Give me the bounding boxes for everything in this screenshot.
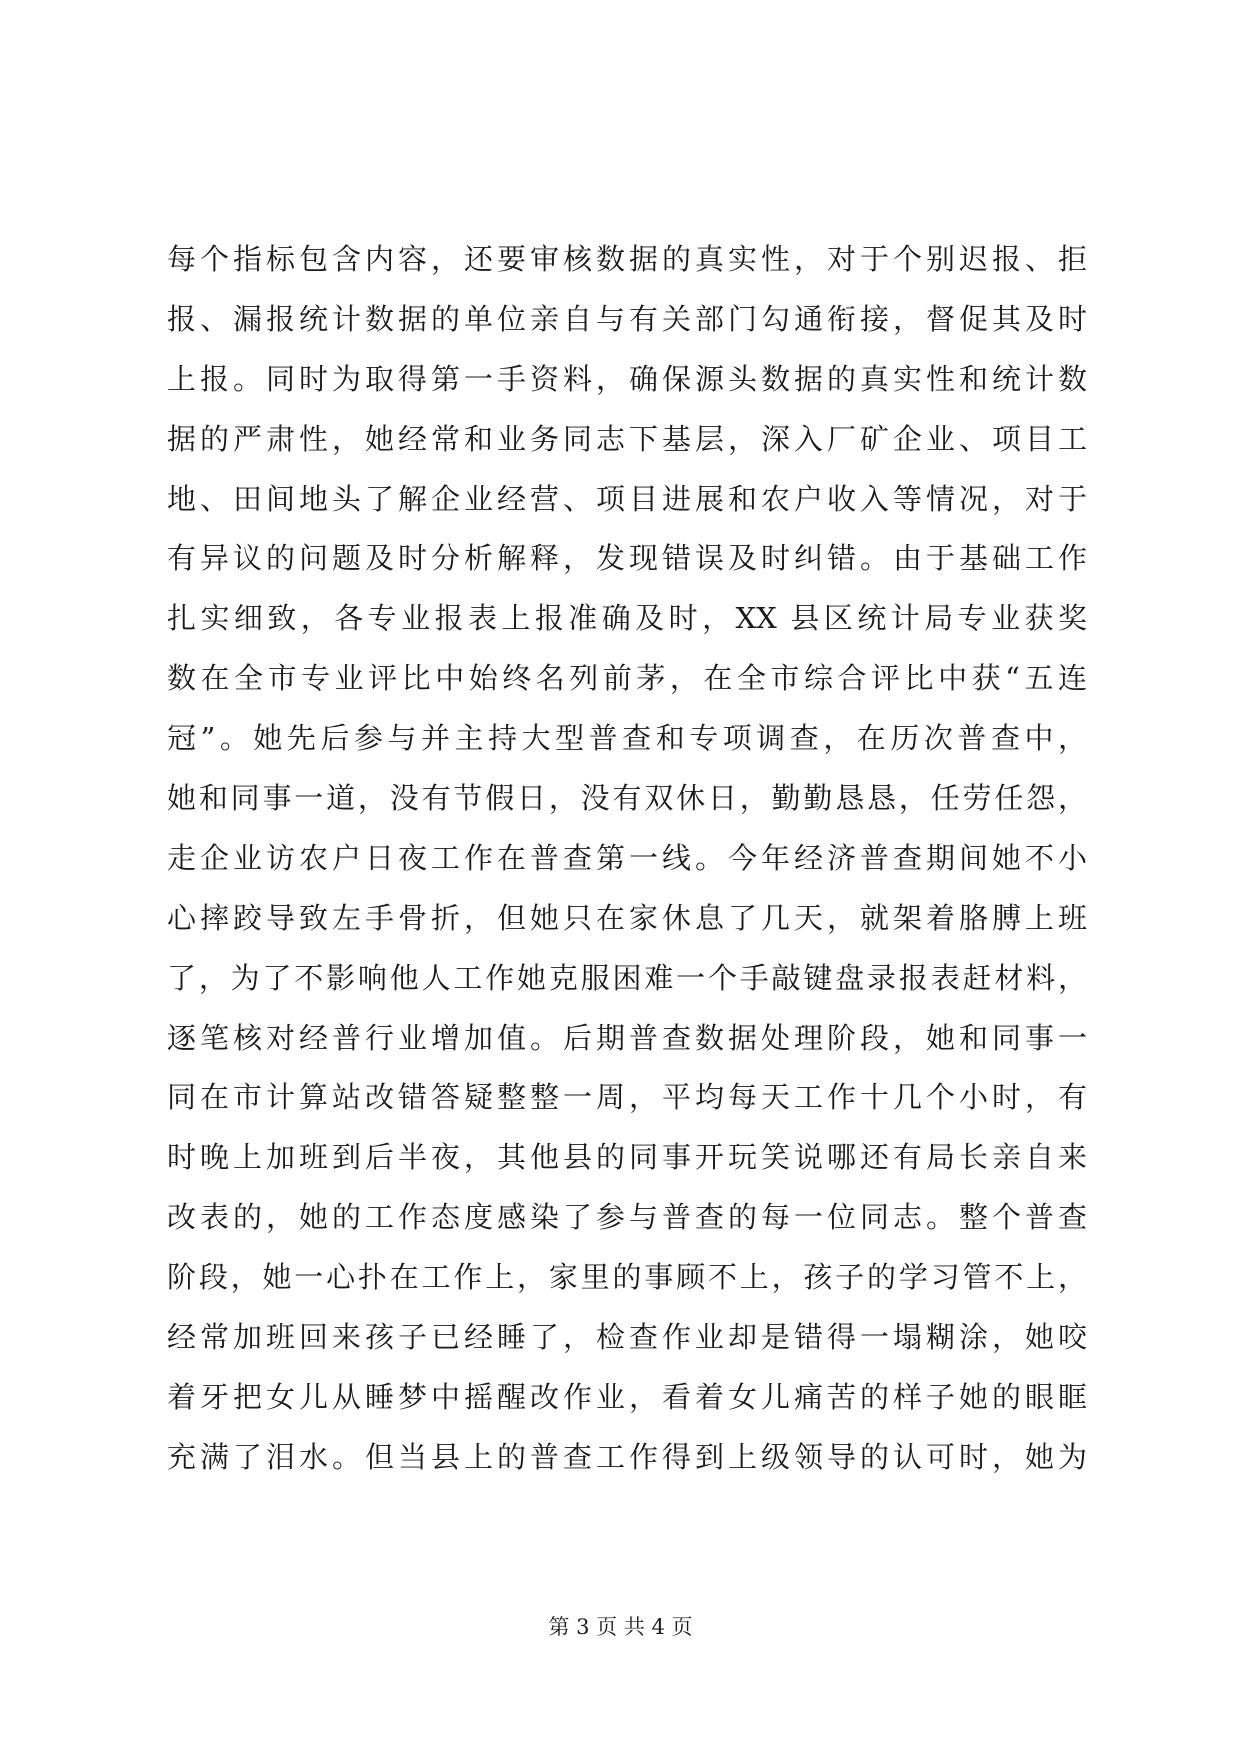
text-line: 报、漏报统计数据的单位亲自与有关部门勾通衔接，督促其及时 xyxy=(167,301,1087,336)
body-text xyxy=(167,230,1087,1488)
text-line: 有异议的问题及时分析解释，发现错误及时纠错。由于基础工作 xyxy=(167,541,1087,576)
text-line: 地、田间地头了解企业经营、项目进展和农户收入等情况，对于 xyxy=(167,481,1087,516)
text-line: 每个指标包含内容，还要审核数据的真实性，对于个别迟报、拒 xyxy=(167,242,1087,276)
text-line: 上报。同时为取得第一手资料，确保源头数据的真实性和统计数 xyxy=(167,361,1087,396)
text-line: 改表的，她的工作态度感染了参与普查的每一位同志。整个普查 xyxy=(167,1200,1087,1235)
text-line: 了，为了不影响他人工作她克服困难一个手敲键盘录报表赶材料， xyxy=(167,960,1087,995)
text-line: 时晚上加班到后半夜，其他县的同事开玩笑说哪还有局长亲自来 xyxy=(167,1140,1087,1175)
text-line: 同在市计算站改错答疑整整一周，平均每天工作十几个小时，有 xyxy=(167,1080,1087,1115)
text-line: 数在全市专业评比中始终名列前茅，在全市综合评比中获“五连 xyxy=(167,661,1087,696)
text-line: 走企业访农户日夜工作在普查第一线。今年经济普查期间她不小 xyxy=(167,840,1087,875)
text-line: 冠”。她先后参与并主持大型普查和专项调查，在历次普查中， xyxy=(167,721,1087,756)
text-line: 逐笔核对经普行业增加值。后期普查数据处理阶段，她和同事一 xyxy=(167,1020,1087,1055)
text-line: 阶段，她一心扑在工作上，家里的事顾不上，孩子的学习管不上， xyxy=(167,1260,1087,1295)
text-line: 着牙把女儿从睡梦中摇醒改作业，看着女儿痛苦的样子她的眼眶 xyxy=(167,1379,1087,1414)
text-line: 心摔跤导致左手骨折，但她只在家休息了几天，就架着胳膊上班 xyxy=(167,900,1087,935)
text-line: 经常加班回来孩子已经睡了，检查作业却是错得一塌糊涂，她咬 xyxy=(167,1320,1087,1355)
text-line: 她和同事一道，没有节假日，没有双休日，勤勤恳恳，任劳任怨， xyxy=(167,781,1087,816)
page-footer: 第 3 页 共 4 页 xyxy=(548,1615,693,1639)
text-line: 据的严肃性，她经常和业务同志下基层，深入厂矿企业、项目工 xyxy=(167,421,1087,456)
text-line: 充满了泪水。但当县上的普查工作得到上级领导的认可时，她为 xyxy=(167,1439,1087,1474)
text-line: 扎实细致，各专业报表上报准确及时，XX 县区统计局专业获奖 xyxy=(167,601,1087,636)
